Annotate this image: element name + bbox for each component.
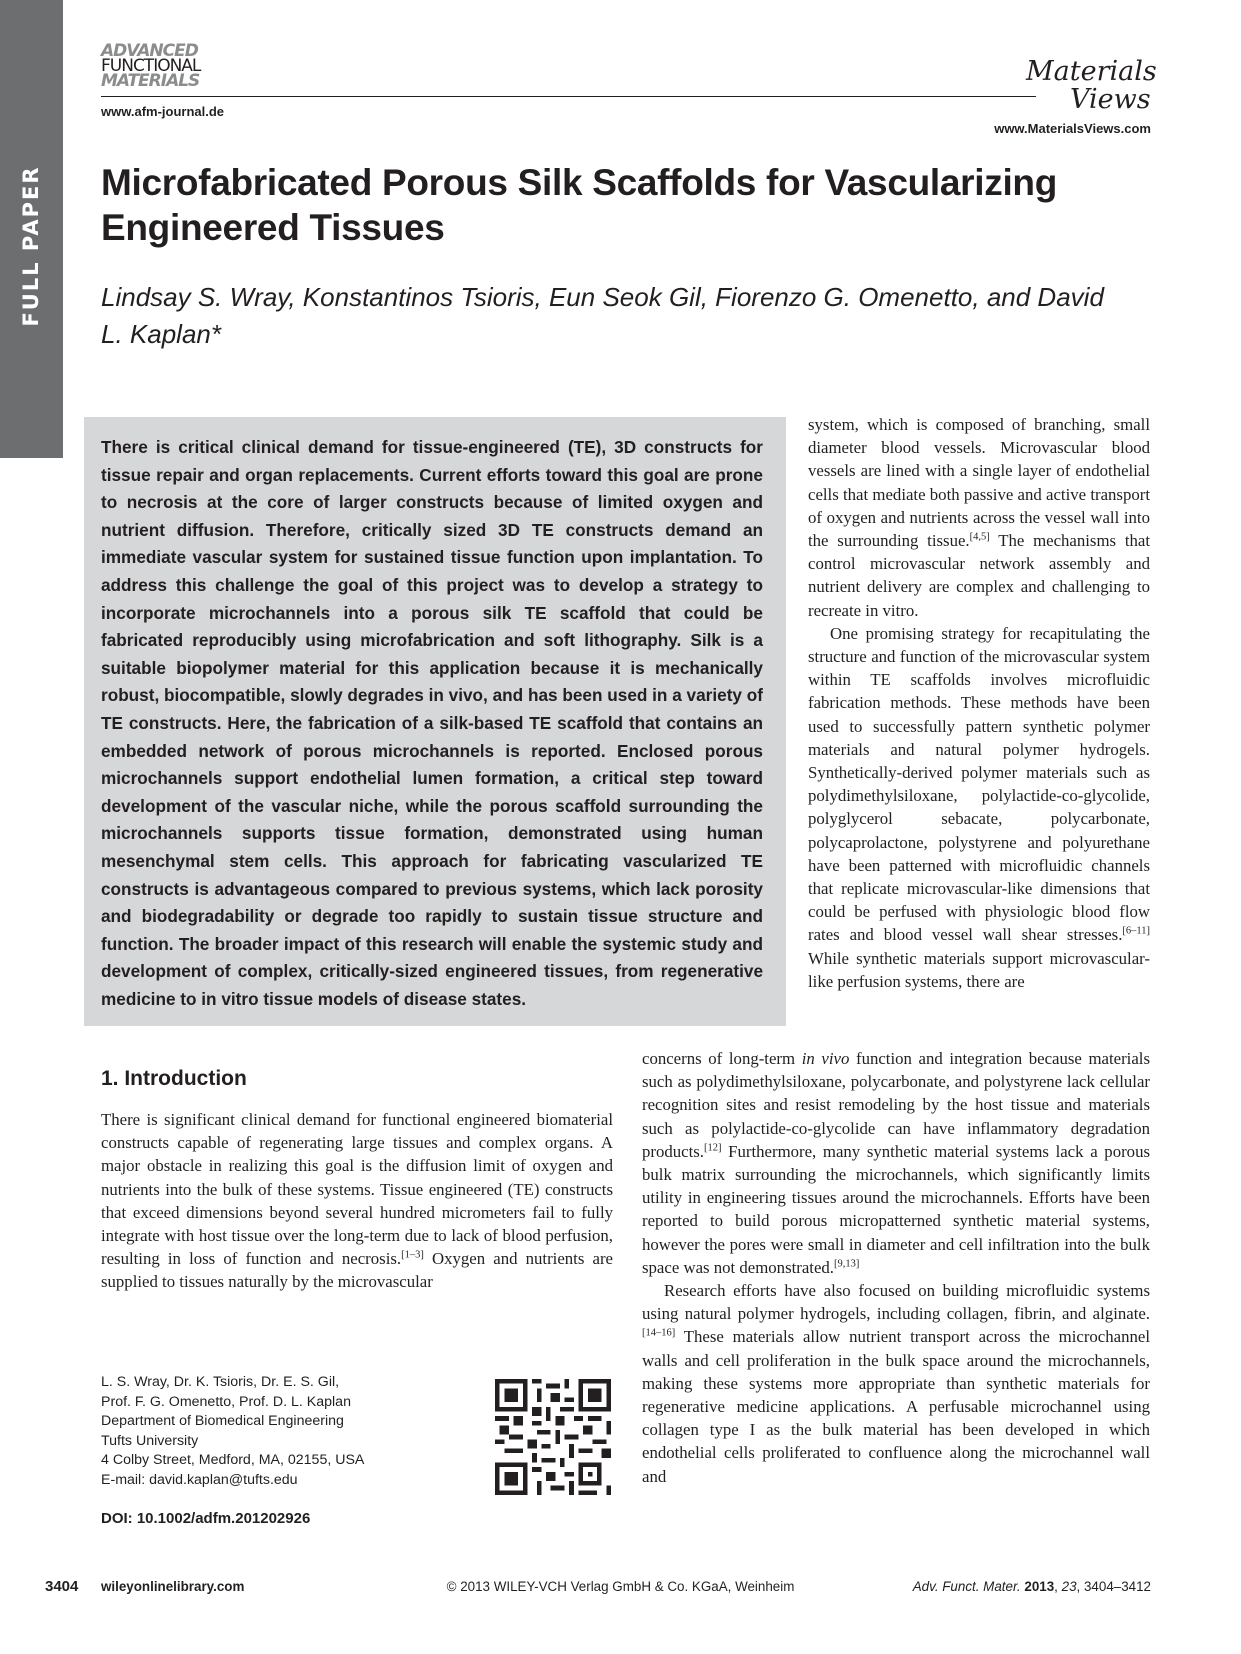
article-title: Microfabricated Porous Silk Scaffolds for Vascularizing Engineered Tissues	[101, 162, 1058, 248]
publisher-logo	[1022, 50, 1158, 114]
qr-code-icon[interactable]	[495, 1379, 611, 1495]
intro-body	[101, 1108, 613, 1294]
abstract-text: There is critical clinical demand for tissue-engineered (TE), 3D constructs for tissue repair and organ replacements. Current efforts toward this goal are prone to necrosis at the core of larger constructs because of limited oxygen and nutrient diffusion. Therefore, critically sized 3D TE constructs demand an immediate vascular system for sustained tissue function upon implantation. To address this challenge the goal of this project was to develop a strategy to incorporate microchannels into a porous silk TE scaffold that could be fabricated reproducibly using microfabrication and soft lithography. Silk is a suitable biopolymer material for this application because it is mechanically robust, biocompatible, slowly degrades in vivo, and has been used in a variety of TE constructs. Here, the fabrication of a silk-based TE scaffold that contains an embedded network of porous microchannels is reported. Enclosed porous microchannels support endothelial lumen formation, a critical step toward development of the vascular niche, while the porous scaffold surrounding the microchannels supports tissue formation, demonstrated using human mesenchymal stem cells. This approach for fabricating vascularized TE constructs is advantageous compared to previous systems, which lack porosity and biodegradability or degrade too rapidly to sustain tissue structure and function. The broader impact of this research will enable the systemic study and development of complex, critically-sized engineered tissues, from regenerative medicine to in vitro tissue models of disease states.	[101, 437, 763, 1009]
paragraph: system, which is composed of branching, small diameter blood vessels. Microvascular blood vessels are lined with a single layer of endothelial cells that mediate both passive and active transport of oxygen and nutrients across the vessel wall into the surrounding tissue.[4,5] The mechanisms that control microvascular network assembly and nutrient delivery are complex and challenging to recreate in vitro.	[808, 415, 1150, 620]
footer-copyright: © 2013 WILEY-VCH Verlag GmbH & Co. KGaA, Weinheim	[446, 1579, 795, 1594]
page-footer	[0, 1578, 1241, 1598]
article-authors: Lindsay S. Wray, Konstantinos Tsioris, Eun Seok Gil, Fiorenzo G. Omenetto, and David L. Kaplan*	[101, 282, 1104, 349]
paragraph: There is significant clinical demand for functional engineered biomaterial constructs capable of regenerating large tissues and complex organs. A major obstacle in realizing this goal is the diffusion limit of oxygen and nutrients into the bulk of these systems. Tissue engineered (TE) constructs that exceed dimensions beyond several hundred micrometers fail to fully integrate with host tissue over the long-term due to lack of blood perfusion, resulting in loss of function and necrosis.[1–3] Oxygen and nutrients are supplied to tissues naturally by the microvascular	[101, 1110, 613, 1292]
section-heading: 1. Introduction	[101, 1067, 247, 1090]
citation: [1–3]	[401, 1249, 424, 1261]
affiliation-line: 4 Colby Street, Medford, MA, 02155, USA	[101, 1452, 365, 1469]
affiliation	[101, 1373, 441, 1491]
page-number: 3404	[45, 1578, 79, 1595]
right-column-lower	[642, 1047, 1150, 1488]
publisher-logo-line-2: Views	[1070, 84, 1151, 114]
publisher-url[interactable]: www.MaterialsViews.com	[994, 121, 1151, 136]
footer-site[interactable]: wileyonlinelibrary.com	[101, 1579, 245, 1594]
citation: [4,5]	[969, 531, 990, 543]
journal-logo-line-3: MATERIALS	[101, 71, 200, 91]
affiliation-line: L. S. Wray, Dr. K. Tsioris, Dr. E. S. Gil,	[101, 1374, 340, 1390]
section-tab-label: FULL PAPER	[19, 165, 43, 327]
citation: [14–16]	[642, 1327, 676, 1339]
header-rule	[101, 96, 1036, 97]
journal-url[interactable]: www.afm-journal.de	[101, 104, 225, 119]
paragraph: Research efforts have also focused on building microfluidic systems using natural polymer hydrogels, including collagen, fibrin, and alginate.[14–16] These materials allow nutrient transport across the microchannel walls and cell proliferation in the bulk space around the microchannels, making these systems more appropriate than synthetic materials for regenerative medicine applications. A perfusable microchannel using collagen type I as the bulk material has been developed in which endothelial cells proliferated to confluence along the microchannel wall and	[642, 1281, 1150, 1486]
right-column-upper	[808, 413, 1150, 993]
affiliation-line: Tufts University	[101, 1432, 199, 1449]
journal-logo-line-2: FUNCTIONAL	[101, 56, 201, 76]
publisher-logo-line-1: Materials	[1026, 56, 1157, 87]
affiliation-line: Prof. F. G. Omenetto, Prof. D. L. Kaplan	[101, 1393, 351, 1410]
journal-logo-line-1: ADVANCED	[101, 41, 198, 61]
paragraph: One promising strategy for recapitulating the structure and function of the microvascular system within TE scaffolds involves microfluidic fabrication methods. These methods have been used to successfully pattern synthetic polymer materials and natural polymer hydrogels. Synthetically-derived polymer materials such as polydimethylsiloxane, polylactide-co-glycolide, polyglycerol sebacate, polycarbonate, polycaprolactone, polystyrene and polyurethane have been patterned with microfluidic channels that replicate microvascular-like dimensions that could be perfused with physiologic blood flow rates and blood vessel wall shear stresses.[6–11] While synthetic materials support microvascular-like perfusion systems, there are	[808, 623, 1150, 991]
citation: [6–11]	[1122, 925, 1150, 937]
doi[interactable]: DOI: 10.1002/adfm.201202926	[101, 1510, 311, 1527]
affiliation-line: Department of Biomedical Engineering	[101, 1413, 344, 1430]
paragraph: concerns of long-term in vivo function and integration because materials such as polydimethylsiloxane, polycarbonate, and polystyrene lack cellular recognition sites and resist remodeling by the host tissue and materials such as polylactide-co-glycolide can have inflammatory degradation products.[12] Furthermore, many synthetic material systems lack a porous bulk matrix surrounding the microchannels, which significantly limits utility in engineering tissues around the microchannels. Efforts have been reported to build porous micropatterned synthetic material systems, however the pores were small in diameter and cell infiltration into the bulk space was not demonstrated.[9,13]	[642, 1049, 1150, 1277]
journal-logo	[101, 41, 226, 91]
citation: [12]	[704, 1142, 722, 1154]
affiliation-email[interactable]: E-mail: david.kaplan@tufts.edu	[101, 1471, 298, 1488]
citation: [9,13]	[834, 1258, 860, 1270]
footer-citation: Adv. Funct. Mater. 2013, 23, 3404–3412	[912, 1579, 1151, 1594]
